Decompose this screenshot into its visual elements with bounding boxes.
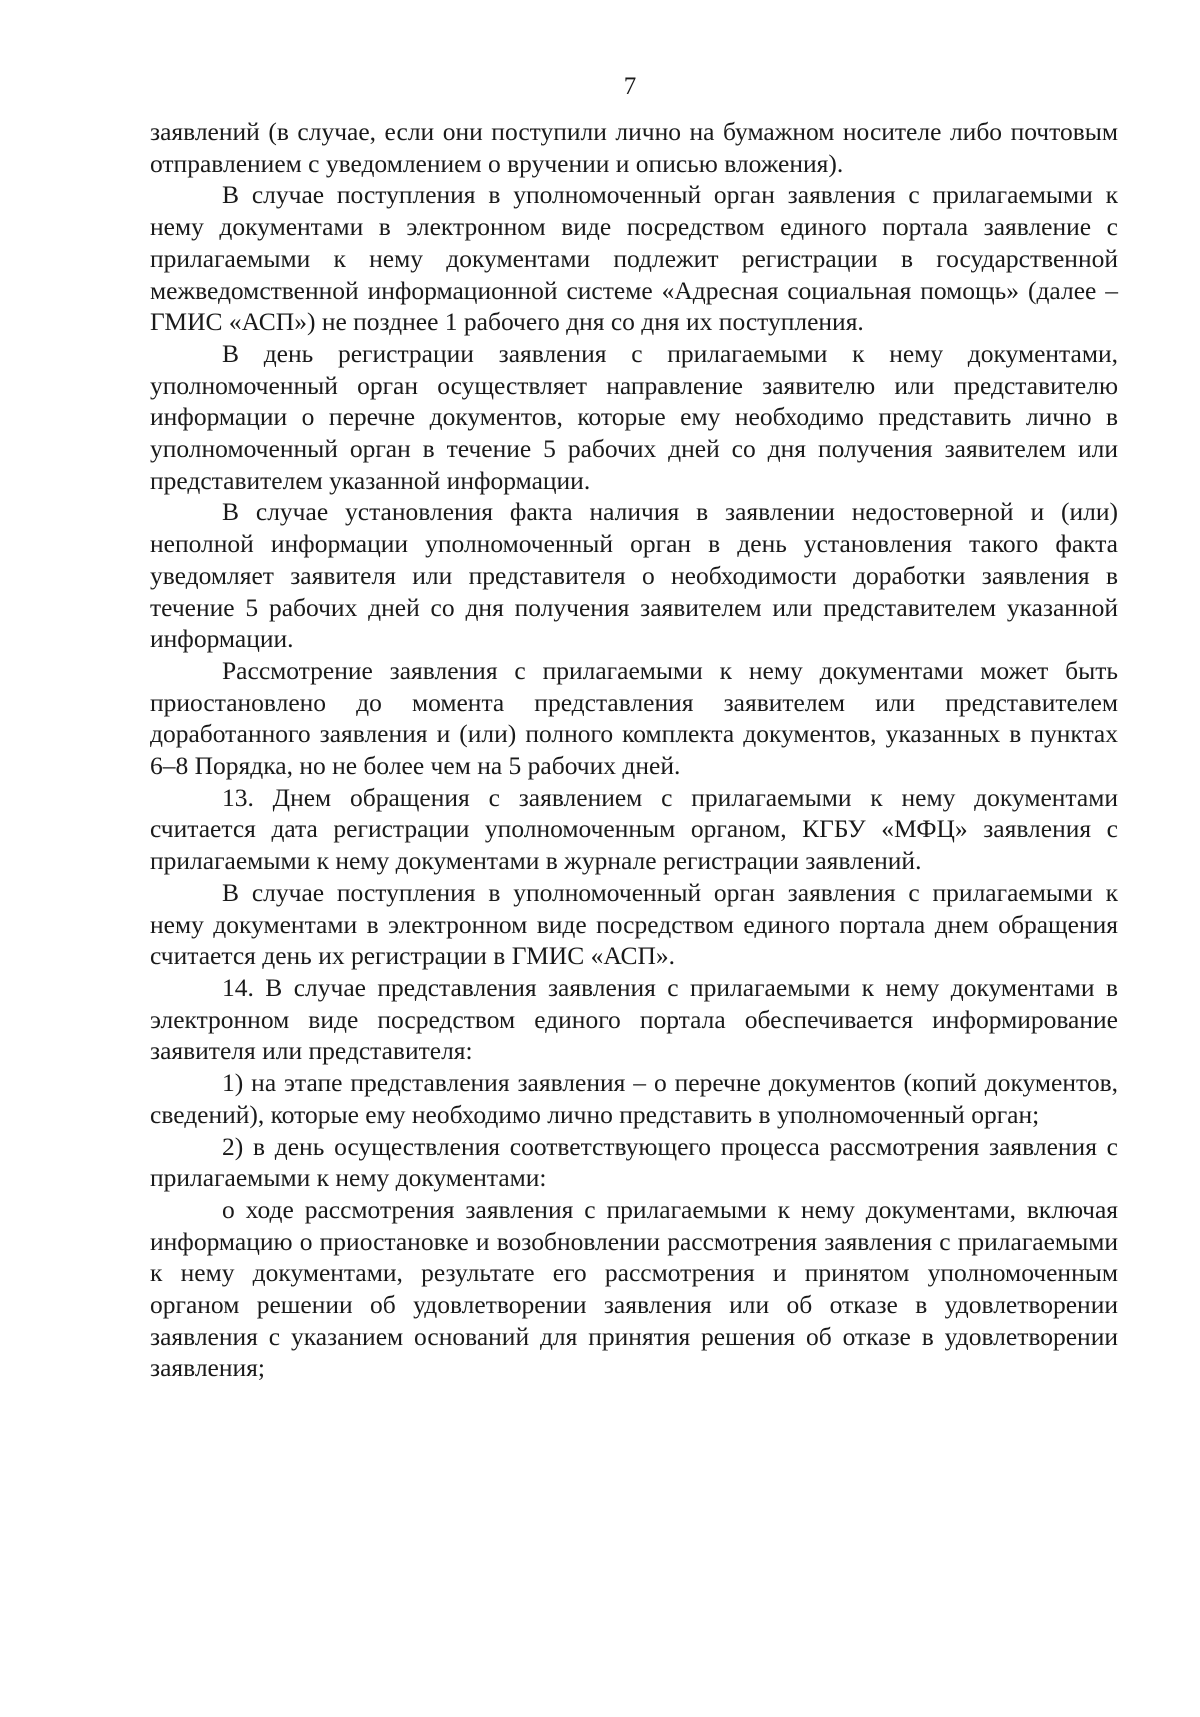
paragraph: В случае поступления в уполномоченный орган заявления с прилагаемыми к нему документами в электронном виде посредством единого портала заявление с прилагаемыми к нему документами подлежит регистрации в государственной межведомственной информационной системе «Адресная социальная помощь» (далее – ГМИС «АСП») не позднее 1 рабочего дня со дня их поступления. — [150, 180, 1118, 337]
paragraph-clause-13: 13. Днем обращения с заявлением с прилагаемыми к нему документами считается дата регистрации уполномоченным органом, КГБУ «МФЦ» заявления с прилагаемыми к нему документами в журнале регистрации заявлений. — [150, 782, 1118, 876]
paragraph: В случае установления факта наличия в заявлении недостоверной и (или) неполной информации уполномоченный орган в день установления такого факта уведомляет заявителя или представителя о необходимости доработки заявления в течение 5 рабочих дней со дня получения заявителем или представителем указанной информации. — [150, 497, 1118, 654]
paragraph-clause-14: 14. В случае представления заявления с прилагаемыми к нему документами в электронном виде посредством единого портала обеспечивается информирование заявителя или представителя: — [150, 972, 1118, 1066]
paragraph: о ходе рассмотрения заявления с прилагаемыми к нему документами, включая информацию о приостановке и возобновлении рассмотрения заявления с прилагаемыми к нему документами, результате его рассмотрения и принятом уполномоченным органом решении об удовлетворении заявления или об отказе в удовлетворении заявления с указанием оснований для принятия решения об отказе в удовлетворении заявления; — [150, 1194, 1118, 1383]
paragraph-continuation: заявлений (в случае, если они поступили лично на бумажном носителе либо почтовым отправлением с уведомлением о вручении и описью вложения). — [150, 117, 1118, 178]
paragraph-subitem-1: 1) на этапе представления заявления – о перечне документов (копий документов, сведений), которые ему необходимо лично представить в уполномоченный орган; — [150, 1068, 1118, 1129]
page-number: 7 — [623, 73, 637, 100]
paragraph: В день регистрации заявления с прилагаемыми к нему документами, уполномоченный орган осуществляет направление заявителю или представителю информации о перечне документов, которые ему необходимо представить лично в уполномоченный орган в течение 5 рабочих дней со дня получения заявителем или представителем указанной информации. — [150, 338, 1118, 495]
paragraph-subitem-2: 2) в день осуществления соответствующего процесса рассмотрения заявления с прилагаемыми к нему документами: — [150, 1131, 1118, 1193]
document-body — [150, 116, 1118, 1384]
paragraph: В случае поступления в уполномоченный орган заявления с прилагаемыми к нему документами в электронном виде посредством единого портала днем обращения считается день их регистрации в ГМИС «АСП». — [150, 877, 1118, 971]
paragraph: Рассмотрение заявления с прилагаемыми к нему документами может быть приостановлено до момента представления заявителем или представителем доработанного заявления и (или) полного комплекта документов, указанных в пунктах 6–8 Порядка, но не более чем на 5 рабочих дней. — [150, 655, 1118, 781]
